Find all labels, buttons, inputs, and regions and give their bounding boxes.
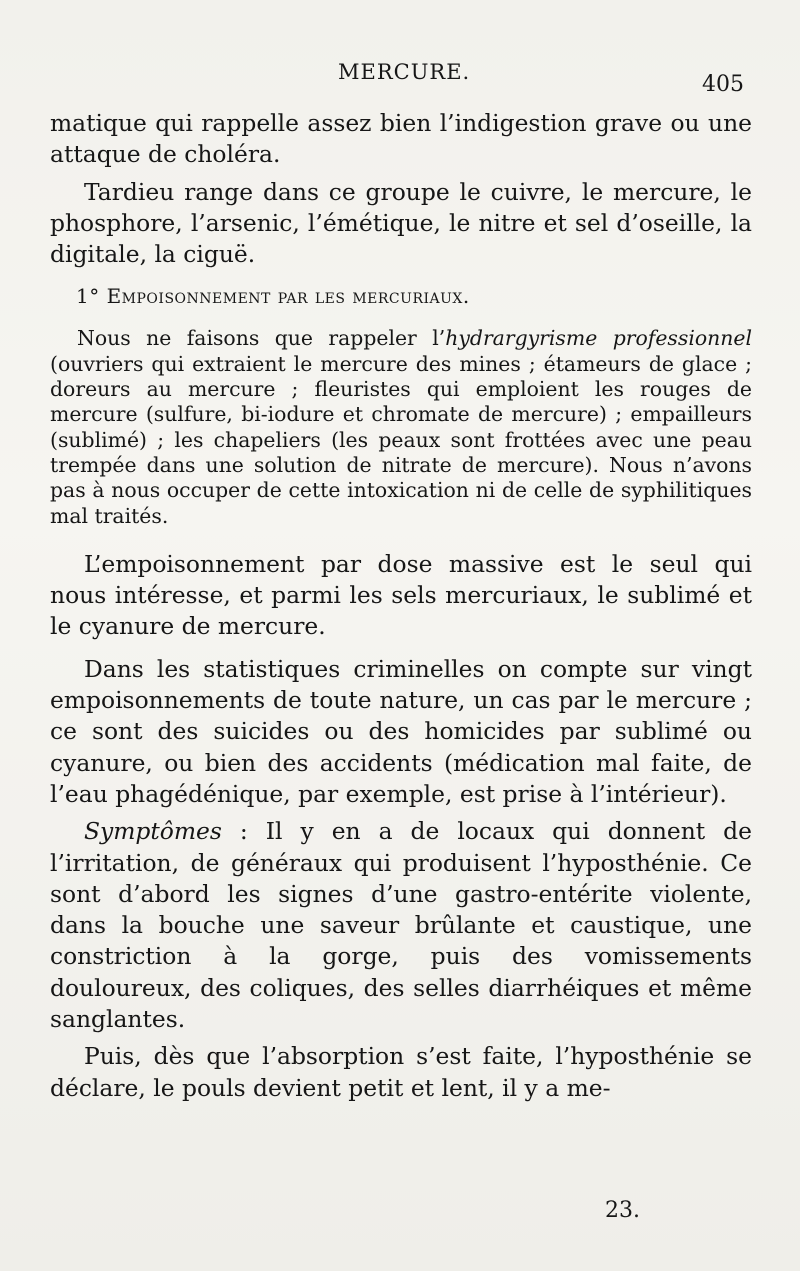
paragraph-absorption: Puis, dès que l’absorption s’est faite, l’hyposthénie se déclare, le pouls devient petit et lent, il y a me- <box>50 1042 752 1102</box>
paragraph-hydrargyrisme <box>50 326 752 528</box>
paragraph-continuation: matique qui rappelle assez bien l’indigestion grave ou une attaque de choléra. <box>50 109 752 169</box>
paragraph-statistiques: Dans les statistiques criminelles on compte sur vingt empoisonnements de toute nature, un cas par le mercure ; ce sont des suicides ou des homicides par sublimé ou cyanure, ou bien des accidents (médication mal faite, de l’eau phagédénique, par exemple, est prise à l’intérieur). <box>50 654 752 808</box>
paragraph-symptomes <box>50 816 752 1035</box>
page-number: 405 <box>702 72 744 97</box>
body-text <box>50 108 752 1104</box>
symptomes-label: Symptômes <box>84 817 222 846</box>
signature-mark: 23. <box>605 1198 640 1223</box>
p3-text-end: (ouvriers qui extraient le mercure des mines ; étameurs de glace ; doreurs au mercure ; fleuristes qui emploient les rouges de mercure (sulfure, bi-iodure et chromate de mercure) ; empailleurs (sublimé) ; les chapeliers (les peaux sont frottées avec une peau trempée dans une solution de nitrate de mercure). Nous n’avons pas à nous occuper de cette intoxication ni de celle de syphilitiques mal traités. <box>50 351 752 528</box>
paragraph-dose-massive: L’empoisonnement par dose massive est le seul qui nous intéresse, et parmi les sels mercuriaux, le sublimé et le cyanure de mercure. <box>50 549 752 641</box>
paragraph-tardieu: Tardieu range dans ce groupe le cuivre, le mercure, le phosphore, l’arsenic, l’émétique, le nitre et sel d’oseille, la digitale, la ciguë. <box>50 177 752 269</box>
p3-italic-term: hydrargyrisme professionnel <box>445 326 752 351</box>
symptomes-text: : Il y en a de locaux qui donnent de l’irritation, de généraux qui produisent l’hyposthénie. Ce sont d’abord les signes d’une gastro-entérite violente, dans la bouche une saveur brûlante et caustique, une constriction à la gorge, puis des vomissements douloureux, des coliques, des selles diarrhéiques et même sanglantes. <box>50 817 752 1034</box>
page-header <box>0 60 800 100</box>
section-heading: 1° Empoisonnement par les mercuriaux. <box>76 284 470 309</box>
p3-text-start: Nous ne faisons que rappeler l’ <box>77 326 446 351</box>
running-head: MERCURE. <box>338 60 471 84</box>
